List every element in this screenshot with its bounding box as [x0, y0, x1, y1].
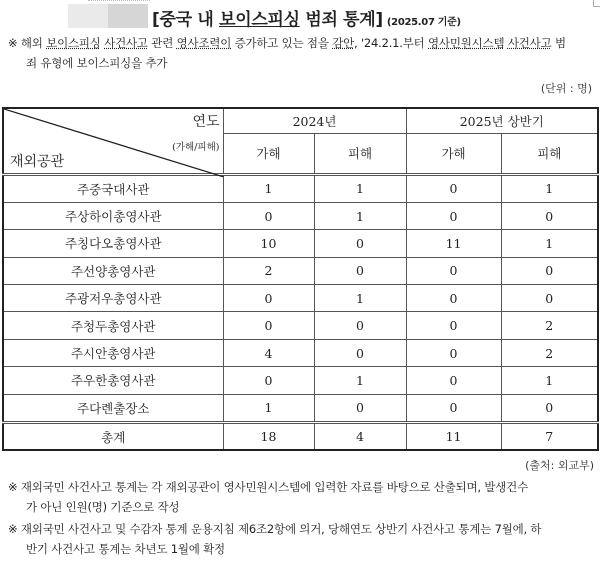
table-row	[3, 257, 598, 284]
note-underlined: 감안	[332, 36, 355, 50]
col-header-victim: 피해	[314, 133, 406, 174]
redacted-logo-block	[68, 4, 108, 28]
page-title	[152, 5, 461, 30]
year-axis-label: 연도	[192, 114, 220, 130]
cell-value: 1	[223, 394, 314, 422]
note-underlined: 사건사고	[507, 36, 552, 50]
total-row	[3, 423, 598, 451]
col-header-victim: 피해	[501, 133, 598, 174]
voice-phishing-stats-table	[2, 107, 599, 451]
table-row	[3, 367, 598, 394]
page-corner-mark	[593, 0, 600, 7]
mission-name: 주선양총영사관	[3, 257, 223, 284]
total-value: 18	[223, 423, 314, 451]
cell-value: 0	[406, 367, 501, 394]
header-row-periods	[3, 108, 598, 133]
cell-value: 0	[223, 367, 314, 394]
cell-value: 4	[223, 339, 314, 366]
mission-name: 주칭다오총영사관	[3, 230, 223, 257]
period-header-2025h1: 2025년 상반기	[406, 108, 598, 133]
total-value: 7	[501, 423, 598, 451]
cell-value: 2	[501, 312, 598, 339]
cell-value: 0	[406, 394, 501, 422]
redacted-logo-block	[108, 4, 148, 28]
note-underlined: 보이스피싱	[46, 36, 101, 50]
cell-value: 0	[406, 257, 501, 284]
table-row	[3, 394, 598, 422]
type-axis-label: (가해/피해)	[172, 142, 220, 153]
cell-value: 11	[406, 230, 501, 257]
period-header-2024: 2024년	[223, 108, 406, 133]
table-row	[3, 202, 598, 229]
note-text: 증가하고 있는 점을	[231, 36, 333, 50]
cell-value: 1	[314, 285, 406, 312]
col-header-offender: 가해	[406, 133, 501, 174]
cell-value: 0	[406, 174, 501, 202]
cell-value: 0	[314, 339, 406, 366]
total-value: 11	[406, 423, 501, 451]
footnote-1-line2: 가 아닌 인원(명) 기준으로 작성	[26, 500, 180, 514]
table-row	[3, 174, 598, 202]
title-suffix: 범죄 통계]	[299, 10, 383, 30]
total-label: 총계	[3, 423, 223, 451]
intro-note-line1	[8, 33, 566, 53]
cell-value: 0	[406, 285, 501, 312]
mission-name: 주청두총영사관	[3, 312, 223, 339]
cell-value: 0	[223, 312, 314, 339]
cell-value: 0	[501, 285, 598, 312]
mission-name: 주시안총영사관	[3, 339, 223, 366]
mission-name: 주광저우총영사관	[3, 285, 223, 312]
note-text: 범	[551, 36, 566, 50]
cell-value: 0	[314, 257, 406, 284]
cell-value: 0	[223, 285, 314, 312]
mission-name: 주다롄출장소	[3, 394, 223, 422]
footnote-2-line1: ※ 재외국민 사건사고 및 수감자 통계 운용지침 제6조2항에 의거, 당해연도 상반기 사건사고 통계는 7월에, 하	[8, 522, 542, 536]
cell-value: 1	[314, 367, 406, 394]
cell-value: 0	[501, 257, 598, 284]
total-value: 4	[314, 423, 406, 451]
cell-value: 1	[501, 367, 598, 394]
cell-value: 10	[223, 230, 314, 257]
cell-value: 1	[314, 202, 406, 229]
cell-value: 2	[501, 339, 598, 366]
title-prefix: [중국 내	[152, 10, 220, 30]
cell-value: 0	[406, 339, 501, 366]
cell-value: 1	[501, 230, 598, 257]
cell-value: 0	[406, 312, 501, 339]
org-axis-label: 재외공관	[10, 153, 65, 170]
cell-value: 0	[314, 312, 406, 339]
cell-value: 0	[501, 394, 598, 422]
table-row	[3, 285, 598, 312]
cell-value: 0	[314, 230, 406, 257]
redacted-decoration	[88, 0, 150, 5]
note-text: 관련	[147, 36, 177, 50]
note-text: , '24.2.1.부터	[354, 36, 429, 50]
table-row	[3, 230, 598, 257]
title-keyword: 보이스피싱	[219, 10, 300, 30]
cell-value: 0	[501, 202, 598, 229]
source-label: (출처: 외교부)	[525, 459, 594, 472]
intro-note-line2: 죄 유형에 보이스피싱을 추가	[26, 56, 168, 70]
mission-name: 주우한총영사관	[3, 367, 223, 394]
mission-name: 주상하이총영사관	[3, 202, 223, 229]
title-date: (2025.07 기준)	[386, 17, 461, 28]
footnote-2-line2: 반기 사건사고 통계는 차년도 1월에 확정	[26, 542, 225, 556]
note-text: ※ 해외	[8, 36, 47, 50]
corner-header-cell	[3, 108, 223, 174]
cell-value: 1	[223, 174, 314, 202]
cell-value: 0	[223, 202, 314, 229]
mission-name: 주중국대사관	[3, 174, 223, 202]
footnote-1-line1: ※ 재외국민 사건사고 통계는 각 재외공관이 영사민원시스템에 입력한 자료를 바탕으로 산출되며, 발생건수	[8, 480, 528, 494]
col-header-offender: 가해	[223, 133, 314, 174]
table-row	[3, 339, 598, 366]
cell-value: 2	[223, 257, 314, 284]
cell-value: 1	[501, 174, 598, 202]
note-underlined: 영사조력이	[176, 36, 232, 50]
table-row	[3, 312, 598, 339]
unit-label: (단위 : 명)	[540, 82, 592, 95]
note-underlined: 영사민원시스템	[428, 36, 505, 50]
note-underlined: 사건사고	[104, 36, 148, 50]
cell-value: 1	[314, 174, 406, 202]
cell-value: 0	[406, 202, 501, 229]
cell-value: 0	[314, 394, 406, 422]
